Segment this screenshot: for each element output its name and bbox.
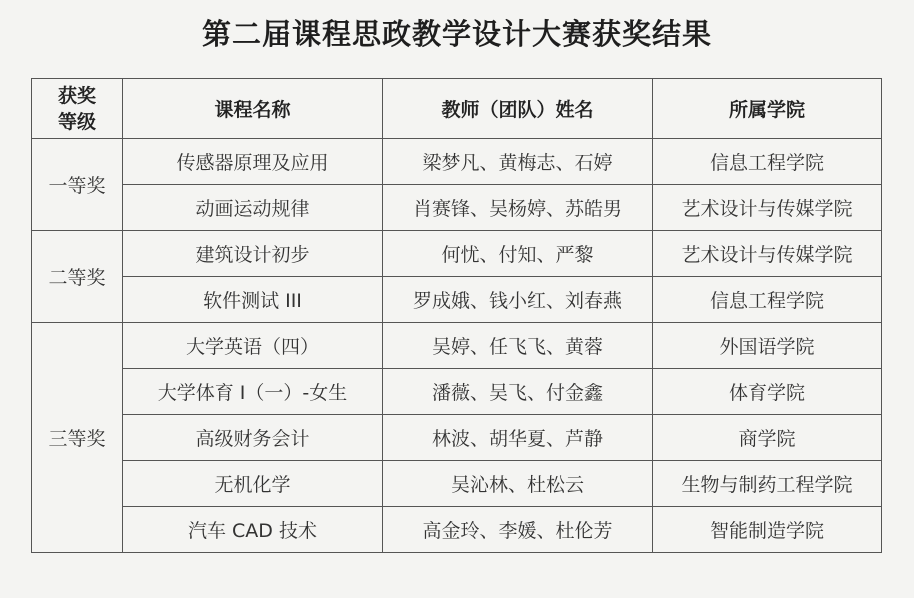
table-row	[32, 277, 882, 323]
college-cell: 体育学院	[653, 369, 882, 415]
header-teacher-name: 教师（团队）姓名	[383, 79, 653, 139]
course-cell: 汽车 CAD 技术	[123, 507, 383, 553]
table-row	[32, 185, 882, 231]
award-level-first: 一等奖	[32, 139, 123, 231]
teacher-cell: 林波、胡华夏、芦静	[383, 415, 653, 461]
award-level-second: 二等奖	[32, 231, 123, 323]
college-cell: 商学院	[653, 415, 882, 461]
header-course-name: 课程名称	[123, 79, 383, 139]
table-row	[32, 139, 882, 185]
table-row	[32, 323, 882, 369]
teacher-cell: 罗成娥、钱小红、刘春燕	[383, 277, 653, 323]
course-cell: 大学英语（四）	[123, 323, 383, 369]
college-cell: 艺术设计与传媒学院	[653, 231, 882, 277]
header-award-line1: 获奖	[57, 84, 96, 107]
teacher-cell: 梁梦凡、黄梅志、石婷	[383, 139, 653, 185]
college-cell: 信息工程学院	[653, 139, 882, 185]
course-cell: 软件测试 III	[123, 277, 383, 323]
college-cell: 信息工程学院	[653, 277, 882, 323]
course-cell: 无机化学	[123, 461, 383, 507]
teacher-cell: 肖赛锋、吴杨婷、苏皓男	[383, 185, 653, 231]
course-cell: 大学体育 I（一）-女生	[123, 369, 383, 415]
award-results-table	[31, 78, 882, 553]
course-cell: 建筑设计初步	[123, 231, 383, 277]
course-cell: 传感器原理及应用	[123, 139, 383, 185]
college-cell: 艺术设计与传媒学院	[653, 185, 882, 231]
teacher-cell: 高金玲、李媛、杜伦芳	[383, 507, 653, 553]
teacher-cell: 吴婷、任飞飞、黄蓉	[383, 323, 653, 369]
award-level-third: 三等奖	[32, 323, 123, 553]
course-cell: 高级财务会计	[123, 415, 383, 461]
table-row	[32, 415, 882, 461]
teacher-cell: 潘薇、吴飞、付金鑫	[383, 369, 653, 415]
college-cell: 智能制造学院	[653, 507, 882, 553]
college-cell: 生物与制药工程学院	[653, 461, 882, 507]
course-cell: 动画运动规律	[123, 185, 383, 231]
table-row	[32, 231, 882, 277]
table-row	[32, 507, 882, 553]
teacher-cell: 何忧、付知、严黎	[383, 231, 653, 277]
table-row	[32, 369, 882, 415]
header-award-line2: 等级	[57, 110, 96, 133]
table-header-row	[32, 79, 882, 139]
teacher-cell: 吴沁林、杜松云	[383, 461, 653, 507]
college-cell: 外国语学院	[653, 323, 882, 369]
header-college: 所属学院	[653, 79, 882, 139]
header-award-level	[32, 79, 123, 139]
table-row	[32, 461, 882, 507]
page-title: 第二届课程思政教学设计大赛获奖结果	[201, 17, 712, 51]
